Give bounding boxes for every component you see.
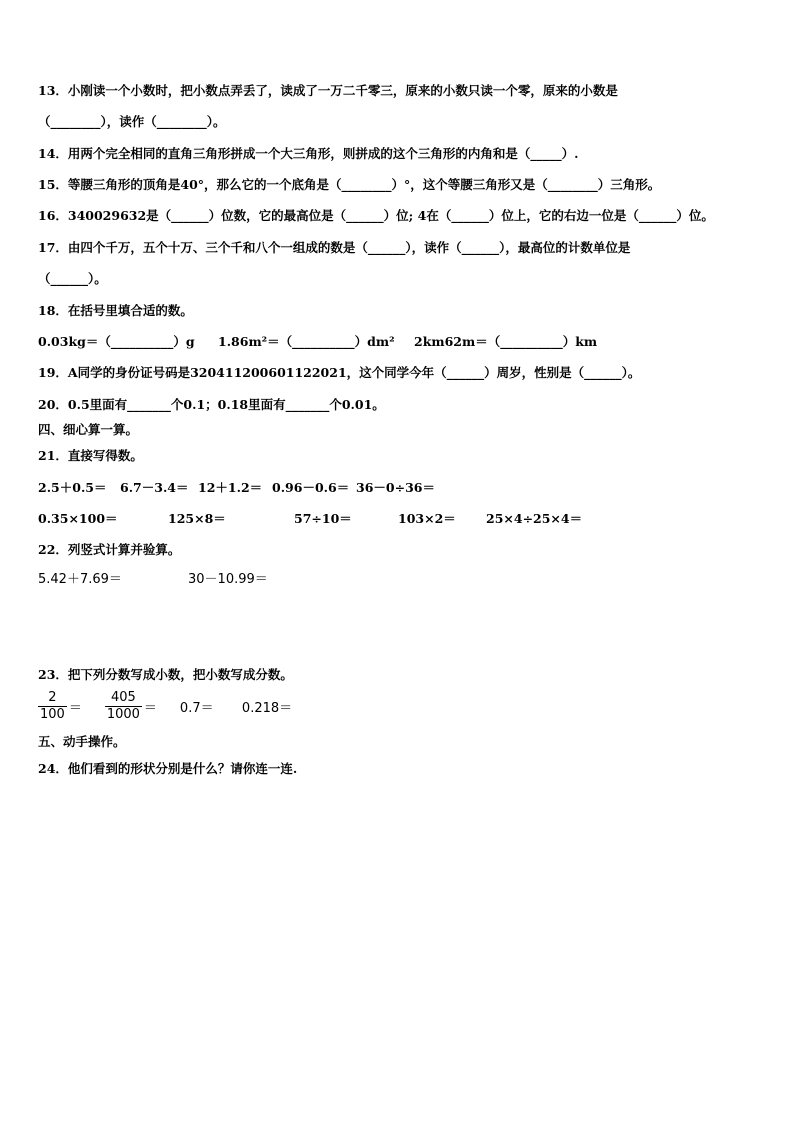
- equals-sign: ＝: [143, 701, 157, 716]
- q14: 14．用两个完全相同的直角三角形拼成一个大三角形，则拼成的这个三角形的内角和是（_____）.: [38, 146, 579, 161]
- q21-title: 21．直接写得数。: [38, 448, 143, 463]
- equals-sign: ＝: [68, 701, 82, 716]
- q21-expr: 57÷10＝: [294, 511, 352, 526]
- q22-title: 22．列竖式计算并验算。: [38, 542, 181, 557]
- fraction-denominator: 100: [40, 707, 65, 722]
- q23-decimal: 0.218＝: [241, 701, 293, 716]
- fraction: [38, 690, 67, 723]
- q21-row1: [38, 479, 435, 497]
- q15: 15．等腰三角形的顶角是40°，那么它的一个底角是（________）°，这个等腰三角形又是（________）三角形。: [38, 177, 661, 192]
- q21-expr: 25×4÷25×4＝: [486, 511, 583, 526]
- q21-expr: 6.7－3.4＝: [120, 480, 189, 495]
- q21-expr: 0.35×100＝: [38, 511, 118, 526]
- q21-expr: 103×2＝: [398, 511, 456, 526]
- q21-expr: 36－0÷36＝: [356, 480, 435, 495]
- q18-items: [38, 333, 597, 351]
- fraction-numerator: 405: [110, 690, 136, 705]
- q21-expr: 125×8＝: [168, 511, 226, 526]
- q17-line1: 17．由四个千万，五个十万、三个千和八个一组成的数是（______），读作（______），最高位的计数单位是: [38, 240, 631, 255]
- q22-expr: 30－10.99＝: [188, 572, 268, 587]
- q18-item: 0.03kg＝（__________）g: [38, 334, 195, 349]
- q18-item: 2km62m＝（__________）km: [414, 334, 598, 349]
- q19: 19．A同学的身份证号码是320411200601122021，这个同学今年（______）周岁，性别是（______）。: [38, 365, 641, 380]
- q13-line1: 13．小刚读一个小数时，把小数点弄丢了，读成了一万二千零三，原来的小数只读一个零，原来的小数是: [38, 83, 618, 98]
- q20: 20．0.5里面有_______个0.1；0.18里面有_______个0.01。: [38, 397, 385, 412]
- q23-decimal: 0.7＝: [179, 701, 214, 716]
- q23-title: 23．把下列分数写成小数，把小数写成分数。: [38, 667, 293, 682]
- q16: 16．340029632是（______）位数，它的最高位是（______）位; 4在（______）位上，它的右边一位是（______）位。: [38, 208, 714, 223]
- q22-expr: 5.42＋7.69＝: [38, 572, 122, 587]
- q13-line2: （________），读作（________）。: [38, 114, 226, 129]
- q22-items: [38, 571, 268, 589]
- q21-row2: [38, 510, 582, 528]
- q21-expr: 12＋1.2＝: [198, 480, 263, 495]
- fraction-denominator: 1000: [106, 707, 140, 722]
- q21-expr: 2.5＋0.5＝: [38, 480, 107, 495]
- q17-line2: （______）。: [38, 271, 107, 286]
- q23-items: [38, 690, 292, 723]
- section-4-heading: 四、细心算一算。: [38, 422, 139, 437]
- q18-title: 18．在括号里填合适的数。: [38, 303, 193, 318]
- q18-item: 1.86m²＝（__________）dm²: [218, 334, 395, 349]
- q24: 24．他们看到的形状分别是什么？请你连一连.: [38, 761, 298, 776]
- fraction: [105, 690, 142, 723]
- fraction-numerator: 2: [48, 690, 57, 705]
- section-5-heading: 五、动手操作。: [38, 734, 126, 749]
- q21-expr: 0.96－0.6＝: [272, 480, 350, 495]
